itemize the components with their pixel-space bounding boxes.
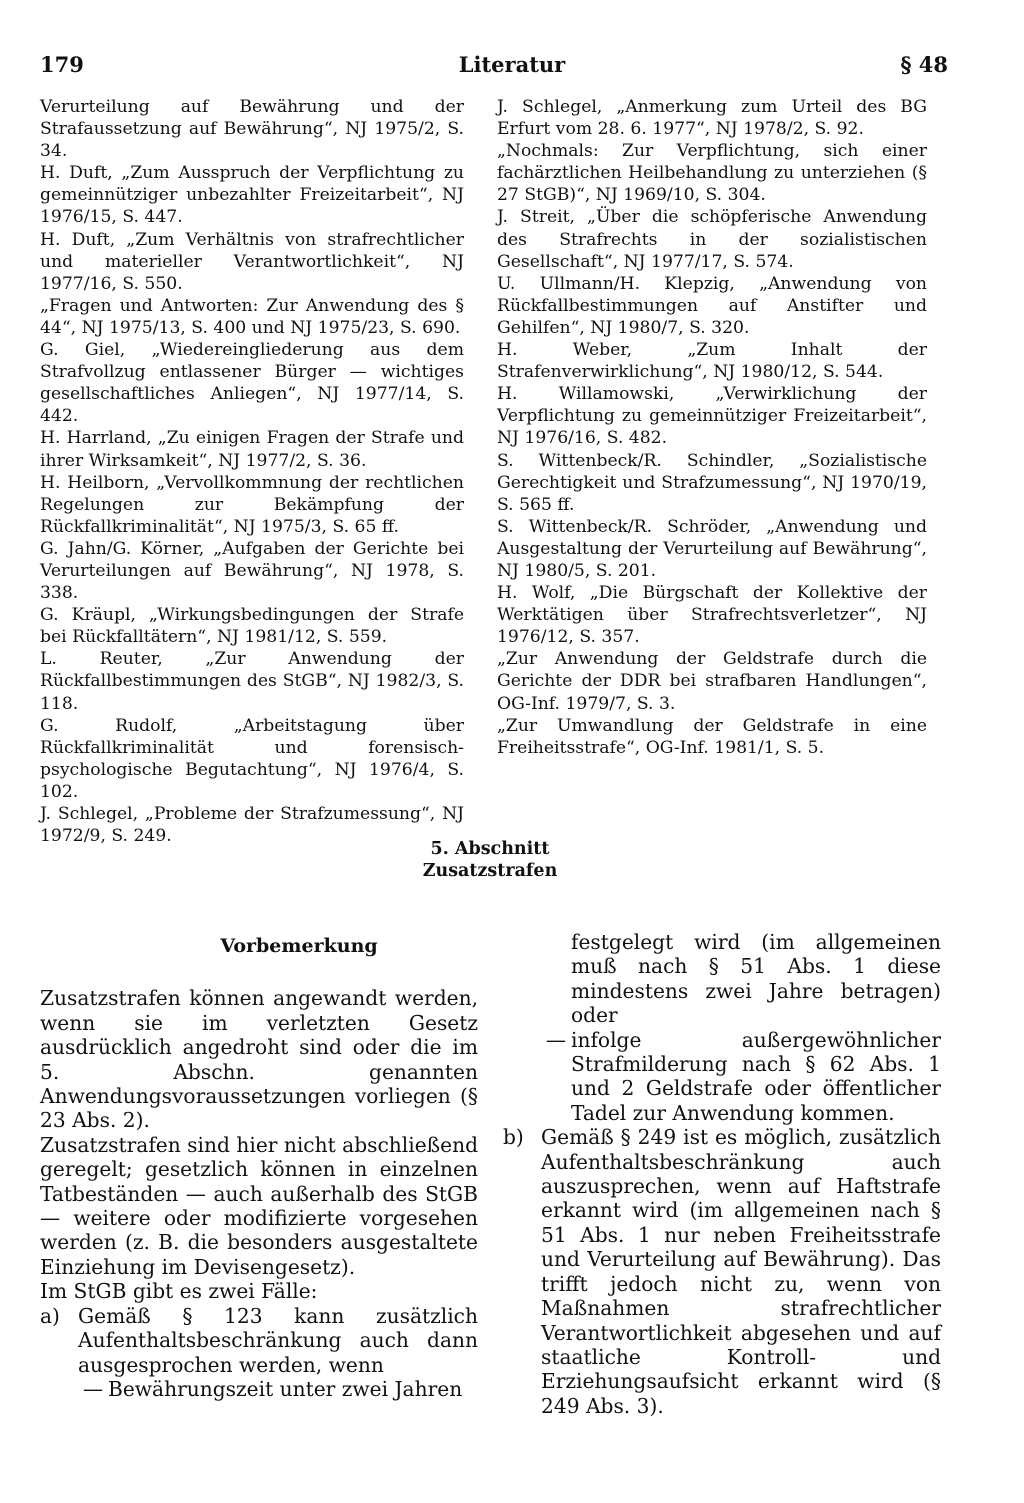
body-paragraph: Zusatzstrafen sind hier nicht abschließend geregelt; gesetzlich können in einzelnen Tatbeständen — auch außerhalb des StGB — weitere oder modifizierte vorgesehen werden (z. B. die besonders ausgestaltete Einziehung im Devisengesetz). xyxy=(40,1132,478,1279)
dash-item xyxy=(40,1377,478,1401)
dash-continuation: festgelegt wird (im allgemeinen muß nach § 51 Abs. 1 diese mindestens zwei Jahre betragen) oder xyxy=(571,930,941,1028)
reference-entry: H. Willamowski, „Verwirklichung der Verpflichtung zu gemeinnütziger Freizeitarbeit“, NJ 1976/16, S. 482. xyxy=(497,384,927,449)
reference-entry: G. Rudolf, „Arbeitstagung über Rückfallkriminalität und forensisch-psychologische Begutachtung“, NJ 1976/4, S. 102. xyxy=(40,715,464,802)
reference-entry: G. Giel, „Wiedereingliederung aus dem Strafvollzug entlassener Bürger — wichtiges gesellschaftliches Anliegen“, NJ 1977/14, S. 442. xyxy=(40,340,464,427)
section-number: 5. Abschnitt xyxy=(430,839,550,859)
reference-entry: J. Streit, „Über die schöpferische Anwendung des Strafrechts in der sozialistischen Gesellschaft“, NJ 1977/17, S. 574. xyxy=(497,207,927,272)
reference-entry: Verurteilung auf Bewährung und der Strafaussetzung auf Bewährung“, NJ 1975/2, S. 34. xyxy=(40,97,464,162)
page-title: Literatur xyxy=(458,52,566,77)
reference-entry: H. Weber, „Zum Inhalt der Strafenverwirklichung“, NJ 1980/12, S. 544. xyxy=(497,340,927,383)
reference-entry: U. Ullmann/H. Klepzig, „Anwendung von Rückfallbestimmungen auf Anstifter und Gehilfen“, NJ 1980/7, S. 320. xyxy=(497,273,927,338)
subsection-heading: Vorbemerkung xyxy=(220,935,378,957)
reference-entry: S. Wittenbeck/R. Schindler, „Sozialistische Gerechtigkeit und Strafzumessung“, NJ 1970/19, S. 565 ff. xyxy=(497,450,927,515)
reference-entry: H. Duft, „Zum Verhältnis von strafrechtlicher und materieller Verantwortlichkeit“, NJ 1977/16, S. 550. xyxy=(40,229,464,294)
body-left-column xyxy=(40,934,478,1401)
reference-entry: H. Wolf, „Die Bürgschaft der Kollektive der Werktätigen über Strafrechtsverletzer“, NJ 1976/12, S. 357. xyxy=(497,583,927,648)
reference-entry: „Zur Umwandlung der Geldstrafe in eine Freiheitsstrafe“, OG-Inf. 1981/1, S. 5. xyxy=(497,715,927,758)
reference-entry: „Fragen und Antworten: Zur Anwendung des § 44“, NJ 1975/13, S. 400 und NJ 1975/23, S. 690. xyxy=(40,295,464,338)
body-paragraph: Zusatzstrafen können angewandt werden, wenn sie im verletzten Gesetz ausdrücklich angedroht sind oder die im 5. Abschn. genannten Anwendungsvoraussetzungen vorliegen (§ 23 Abs. 2). xyxy=(40,986,478,1133)
reference-entry: „Zur Anwendung der Geldstrafe durch die Gerichte der DDR bei strafbaren Handlungen“, OG-Inf. 1979/7, S. 3. xyxy=(497,649,927,714)
body-right-column xyxy=(503,930,941,1418)
list-text: Gemäß § 249 ist es möglich, zusätzlich Aufenthaltsbeschränkung auch auszusprechen, wenn auf Haftstrafe erkannt wird (im allgemeinen nach § 51 Abs. 1 nur neben Freiheitsstrafe und Verurteilung auf Bewährung). Das trifft jedoch nicht zu, wenn von Maßnahmen strafrechtlicher Verantwortlichkeit abgesehen und auf staatliche Kontroll- und Erziehungsaufsicht erkannt wird (§ 249 Abs. 3). xyxy=(541,1125,941,1418)
references-left-column xyxy=(40,96,464,847)
list-item-a xyxy=(40,1304,478,1377)
reference-entry: „Nochmals: Zur Verpflichtung, sich einer fachärztlichen Heilbehandlung zu unterziehen (§ 27 StGB)“, NJ 1969/10, S. 304. xyxy=(497,141,927,206)
list-label: b) xyxy=(503,1125,524,1150)
section-heading xyxy=(0,838,980,882)
dash-text: infolge außergewöhnlicher Strafmilderung nach § 62 Abs. 1 und 2 Geldstrafe oder öffentlicher Tadel zur Anwendung kommen. xyxy=(571,1027,941,1125)
list-label: a) xyxy=(40,1303,60,1328)
page-number: 179 xyxy=(40,52,84,77)
section-marker: § 48 xyxy=(900,52,948,77)
reference-entry: G. Jahn/G. Körner, „Aufgaben der Gerichte bei Verurteilungen auf Bewährung“, NJ 1978, S. 338. xyxy=(40,538,464,604)
dash-label: — xyxy=(545,1027,567,1052)
dash-text: Bewährungszeit unter zwei Jahren xyxy=(108,1376,463,1401)
section-title: Zusatzstrafen xyxy=(422,861,558,881)
reference-entry: H. Harrland, „Zu einigen Fragen der Strafe und ihrer Wirksamkeit“, NJ 1977/2, S. 36. xyxy=(40,428,464,471)
reference-entry: J. Schlegel, „Probleme der Strafzumessung“, NJ 1972/9, S. 249. xyxy=(40,804,464,847)
dash-label: — xyxy=(82,1376,104,1401)
reference-entry: S. Wittenbeck/R. Schröder, „Anwendung und Ausgestaltung der Verurteilung auf Bewährung“, NJ 1980/5, S. 201. xyxy=(497,516,927,581)
dash-item xyxy=(503,1028,941,1126)
references-right-column xyxy=(497,96,927,759)
list-text: Gemäß § 123 kann zusätzlich Aufenthaltsbeschränkung auch dann ausgesprochen werden, wenn xyxy=(78,1303,478,1377)
body-paragraph: Im StGB gibt es zwei Fälle: xyxy=(40,1279,318,1304)
reference-entry: J. Schlegel, „Anmerkung zum Urteil des BG Erfurt vom 28. 6. 1977“, NJ 1978/2, S. 92. xyxy=(497,97,927,140)
reference-entry: G. Kräupl, „Wirkungsbedingungen der Strafe bei Rückfalltätern“, NJ 1981/12, S. 559. xyxy=(40,605,464,648)
reference-entry: L. Reuter, „Zur Anwendung der Rückfallbestimmungen des StGB“, NJ 1982/3, S. 118. xyxy=(40,649,464,714)
list-item-b xyxy=(503,1125,941,1418)
reference-entry: H. Heilborn, „Vervollkommnung der rechtlichen Regelungen zur Bekämpfung der Rückfallkriminalität“, NJ 1975/3, S. 65 ff. xyxy=(40,472,464,537)
reference-entry: H. Duft, „Zum Ausspruch der Verpflichtung zu gemeinnütziger unbezahlter Freizeitarbeit“, NJ 1976/15, S. 447. xyxy=(40,163,464,228)
